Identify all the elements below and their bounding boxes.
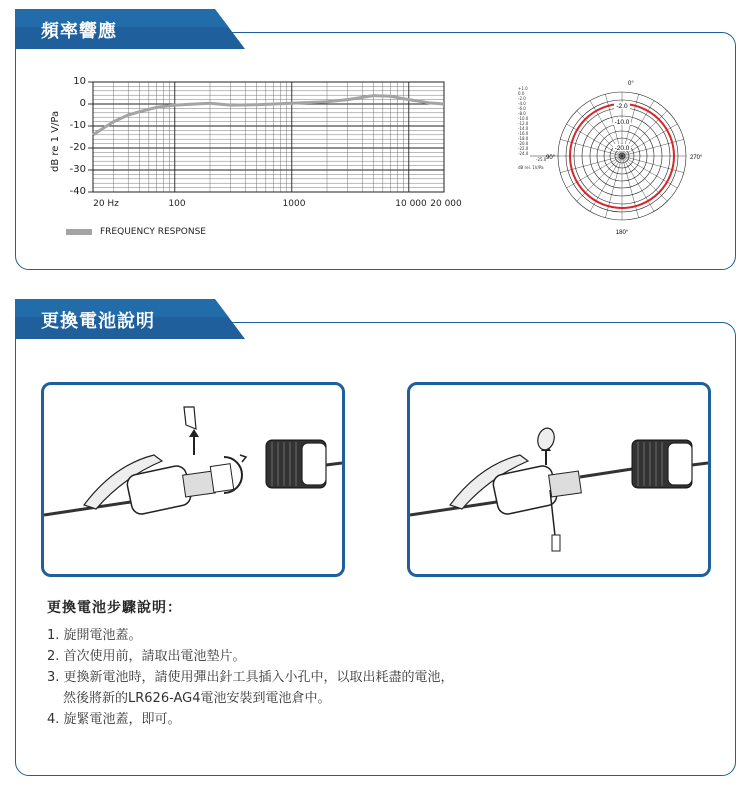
microphone-battery-eject-illustration xyxy=(410,385,708,574)
y-tick-minus40: -40 xyxy=(69,186,86,197)
x-tick-10000: 10 000 xyxy=(395,199,427,209)
polar-scale-value: -10.0 xyxy=(518,116,529,121)
y-axis-label: dB re 1 V/Pa xyxy=(50,110,61,172)
polar-spoke xyxy=(577,156,622,201)
x-tick-100: 100 xyxy=(168,199,186,209)
polar-chart-canvas xyxy=(500,70,710,245)
section-title-frequency: 頻率響應 xyxy=(41,21,117,42)
plot-frame xyxy=(93,82,444,192)
x-tick-20hz: 20 Hz xyxy=(93,199,119,209)
ring-label: -2.0 xyxy=(616,103,628,110)
section-tab-battery xyxy=(15,299,255,339)
legend-swatch xyxy=(66,229,92,235)
y-tick-minus10: -10 xyxy=(69,120,86,131)
y-tick-0: 0 xyxy=(79,98,86,109)
ring-label: -20.0 xyxy=(614,145,630,152)
legend-label: FREQUENCY RESPONSE xyxy=(100,227,206,237)
polar-scale-value: -12.0 xyxy=(518,121,529,126)
polar-scale-value: -20.0 xyxy=(518,141,529,146)
step-1: 1. 旋開電池蓋。 xyxy=(47,628,142,643)
angle-label-left: 90° xyxy=(546,155,556,161)
step-3-continued: 然後將新的LR626-AG4電池安裝到電池倉中。 xyxy=(63,691,331,706)
polar-scale-value: -22.0 xyxy=(518,146,529,151)
polar-spoke xyxy=(622,156,667,201)
polar-scale-value: +1.0 xyxy=(518,86,528,91)
x-tick-20000: 20 000 xyxy=(430,199,462,209)
ring-label: -10.0 xyxy=(614,119,630,126)
chart-legend xyxy=(66,227,206,237)
polar-scale-value: -8.0 xyxy=(518,111,526,116)
polar-unit: dB rel. 1V/Pa xyxy=(518,165,544,170)
battery-illustration-1 xyxy=(41,382,345,577)
polar-scale-value: -6.0 xyxy=(518,106,526,111)
y-tick-minus30: -30 xyxy=(69,164,86,175)
polar-spokes xyxy=(558,92,686,220)
y-tick-10: 10 xyxy=(73,76,86,87)
polar-scale-value: -24.0 xyxy=(518,151,529,156)
section-title-battery: 更換電池說明 xyxy=(41,311,155,332)
angle-label-bottom: 180° xyxy=(615,230,629,236)
polar-scale-value: -2.0 xyxy=(518,96,526,101)
microphone-open-cap-illustration xyxy=(44,385,342,574)
polar-scale-bottom: -25.0 xyxy=(536,157,547,162)
step-4: 4. 旋緊電池蓋，即可。 xyxy=(47,712,181,727)
angle-label-right: 270° xyxy=(690,155,703,161)
polar-scale-value: -18.0 xyxy=(518,136,529,141)
polar-pattern xyxy=(500,70,710,245)
polar-scale-value: -4.0 xyxy=(518,101,526,106)
angle-label-top: 0° xyxy=(628,81,634,87)
battery-illustration-2 xyxy=(407,382,711,577)
polar-scale-value: -16.0 xyxy=(518,131,529,136)
polar-scale-value: 0.0 xyxy=(518,91,525,96)
frequency-response-line xyxy=(93,96,444,135)
step-3: 3. 更換新電池時，請使用彈出針工具插入小孔中，以取出耗盡的電池， xyxy=(47,670,454,685)
y-tick-minus20: -20 xyxy=(69,142,86,153)
x-tick-1000: 1000 xyxy=(282,199,306,209)
steps-title: 更換電池步驟說明： xyxy=(47,600,182,616)
step-2: 2. 首次使用前，請取出電池墊片。 xyxy=(47,649,246,664)
polar-scale-value: -14.0 xyxy=(518,126,529,131)
